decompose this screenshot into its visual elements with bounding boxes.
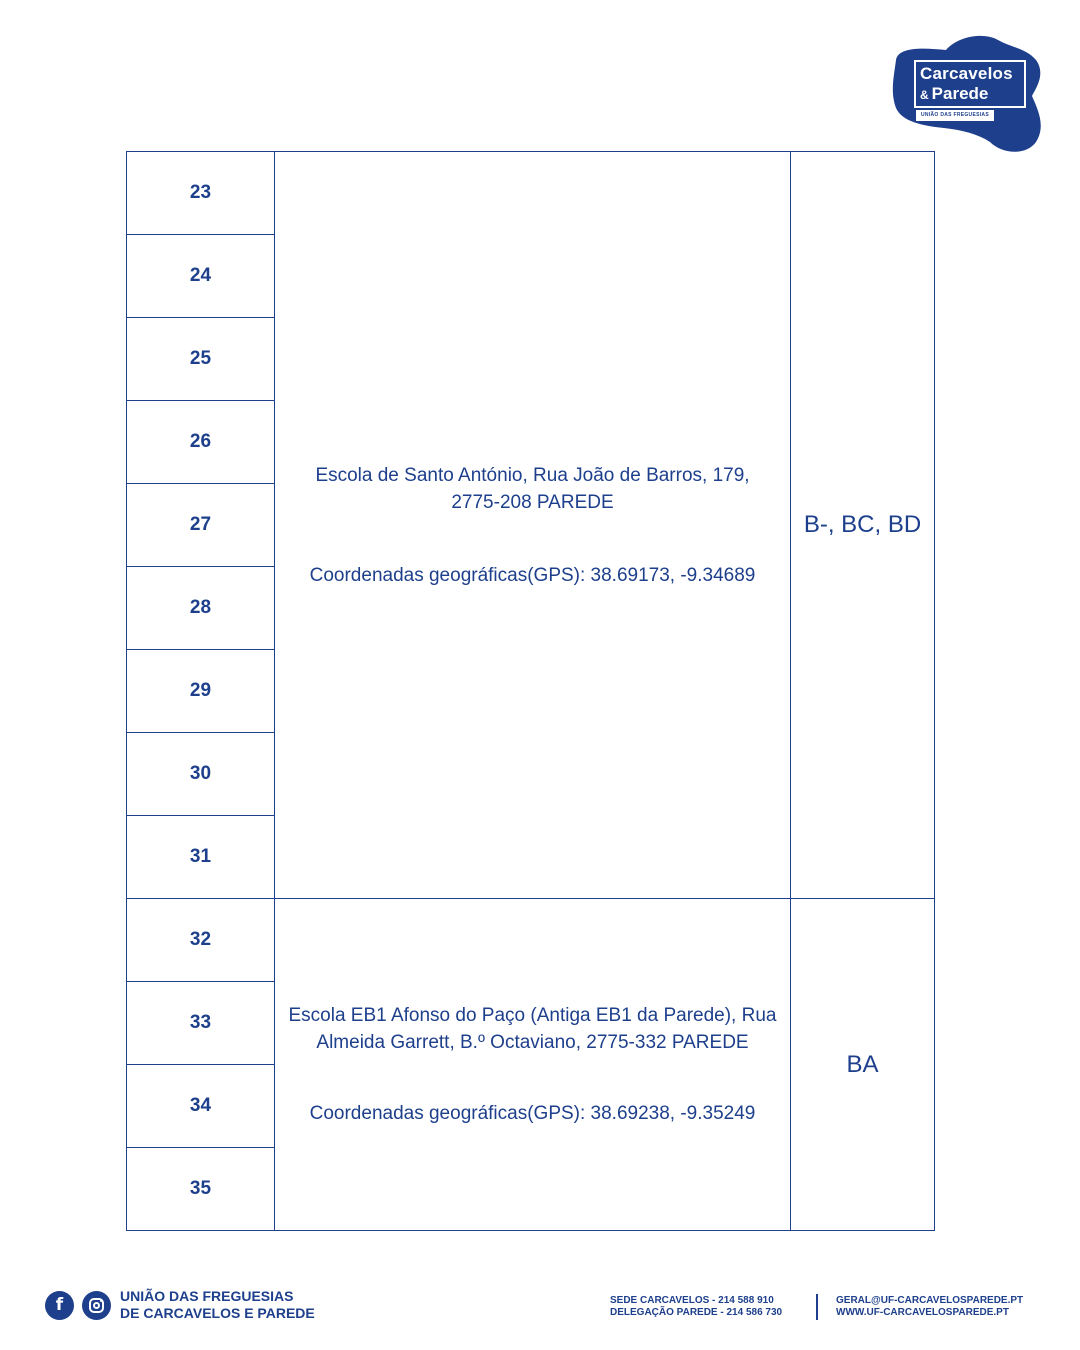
gps-coordinates: Coordenadas geográficas(GPS): 38.69173, -9.34689: [309, 564, 756, 586]
table-number-cell: 30: [127, 733, 275, 816]
footer-name-line: DE CARCAVELOS E PAREDE: [120, 1305, 315, 1321]
address-line: Escola de Santo António, Rua João de Barros, 179,: [315, 464, 750, 486]
footer-phone-contacts: [610, 1295, 782, 1319]
table-row: [127, 899, 935, 982]
address-cell: [275, 899, 791, 1231]
logo-ampersand: &: [920, 88, 929, 102]
footer-divider: [816, 1294, 818, 1320]
sections-cell: BA: [791, 899, 935, 1231]
table-number-cell: 29: [127, 650, 275, 733]
table-number-cell: 27: [127, 484, 275, 567]
table-number-cell: 33: [127, 982, 275, 1065]
polling-stations-table: [126, 151, 935, 1231]
logo-subtitle: UNIÃO DAS FREGUESIAS: [916, 110, 994, 121]
table-number-cell: 26: [127, 401, 275, 484]
footer-web-contacts: [836, 1295, 1023, 1319]
instagram-icon[interactable]: [82, 1291, 111, 1320]
address-line: Almeida Garrett, B.º Octaviano, 2775-332 PAREDE: [316, 1032, 749, 1053]
table-number-cell: 28: [127, 567, 275, 650]
logo: [886, 30, 1046, 156]
footer-name-line: UNIÃO DAS FREGUESIAS: [120, 1288, 294, 1304]
footer-website-link[interactable]: WWW.UF-CARCAVELOSPAREDE.PT: [836, 1307, 1009, 1318]
table-number-cell: 34: [127, 1065, 275, 1148]
address-line: 2775-208 PAREDE: [451, 491, 614, 513]
footer-sede-phone: SEDE CARCAVELOS - 214 588 910: [610, 1295, 774, 1306]
logo-parede-word: Parede: [931, 84, 989, 103]
gps-coordinates: Coordenadas geográficas(GPS): 38.69238, -9.35249: [309, 1103, 756, 1124]
table-number-cell: 35: [127, 1148, 275, 1231]
address-line: Escola EB1 Afonso do Paço (Antiga EB1 da Parede), Rua: [288, 1005, 777, 1026]
address-cell: [275, 152, 791, 899]
facebook-icon[interactable]: [45, 1291, 74, 1320]
table-number-cell: 31: [127, 816, 275, 899]
table-number-cell: 24: [127, 235, 275, 318]
footer-delegacao-phone: DELEGAÇÃO PAREDE - 214 586 730: [610, 1307, 783, 1318]
logo-text-parede: [920, 84, 988, 104]
table-number-cell: 23: [127, 152, 275, 235]
logo-text-carcavelos: Carcavelos: [920, 64, 1013, 83]
footer-organization-name: [120, 1288, 315, 1322]
table-row: [127, 152, 935, 235]
facebook-glyph: f: [55, 1295, 64, 1315]
footer-email-link[interactable]: GERAL@UF-CARCAVELOSPAREDE.PT: [836, 1295, 1024, 1306]
sections-cell: B-, BC, BD: [791, 152, 935, 899]
table-number-cell: 32: [127, 899, 275, 982]
table-number-cell: 25: [127, 318, 275, 401]
